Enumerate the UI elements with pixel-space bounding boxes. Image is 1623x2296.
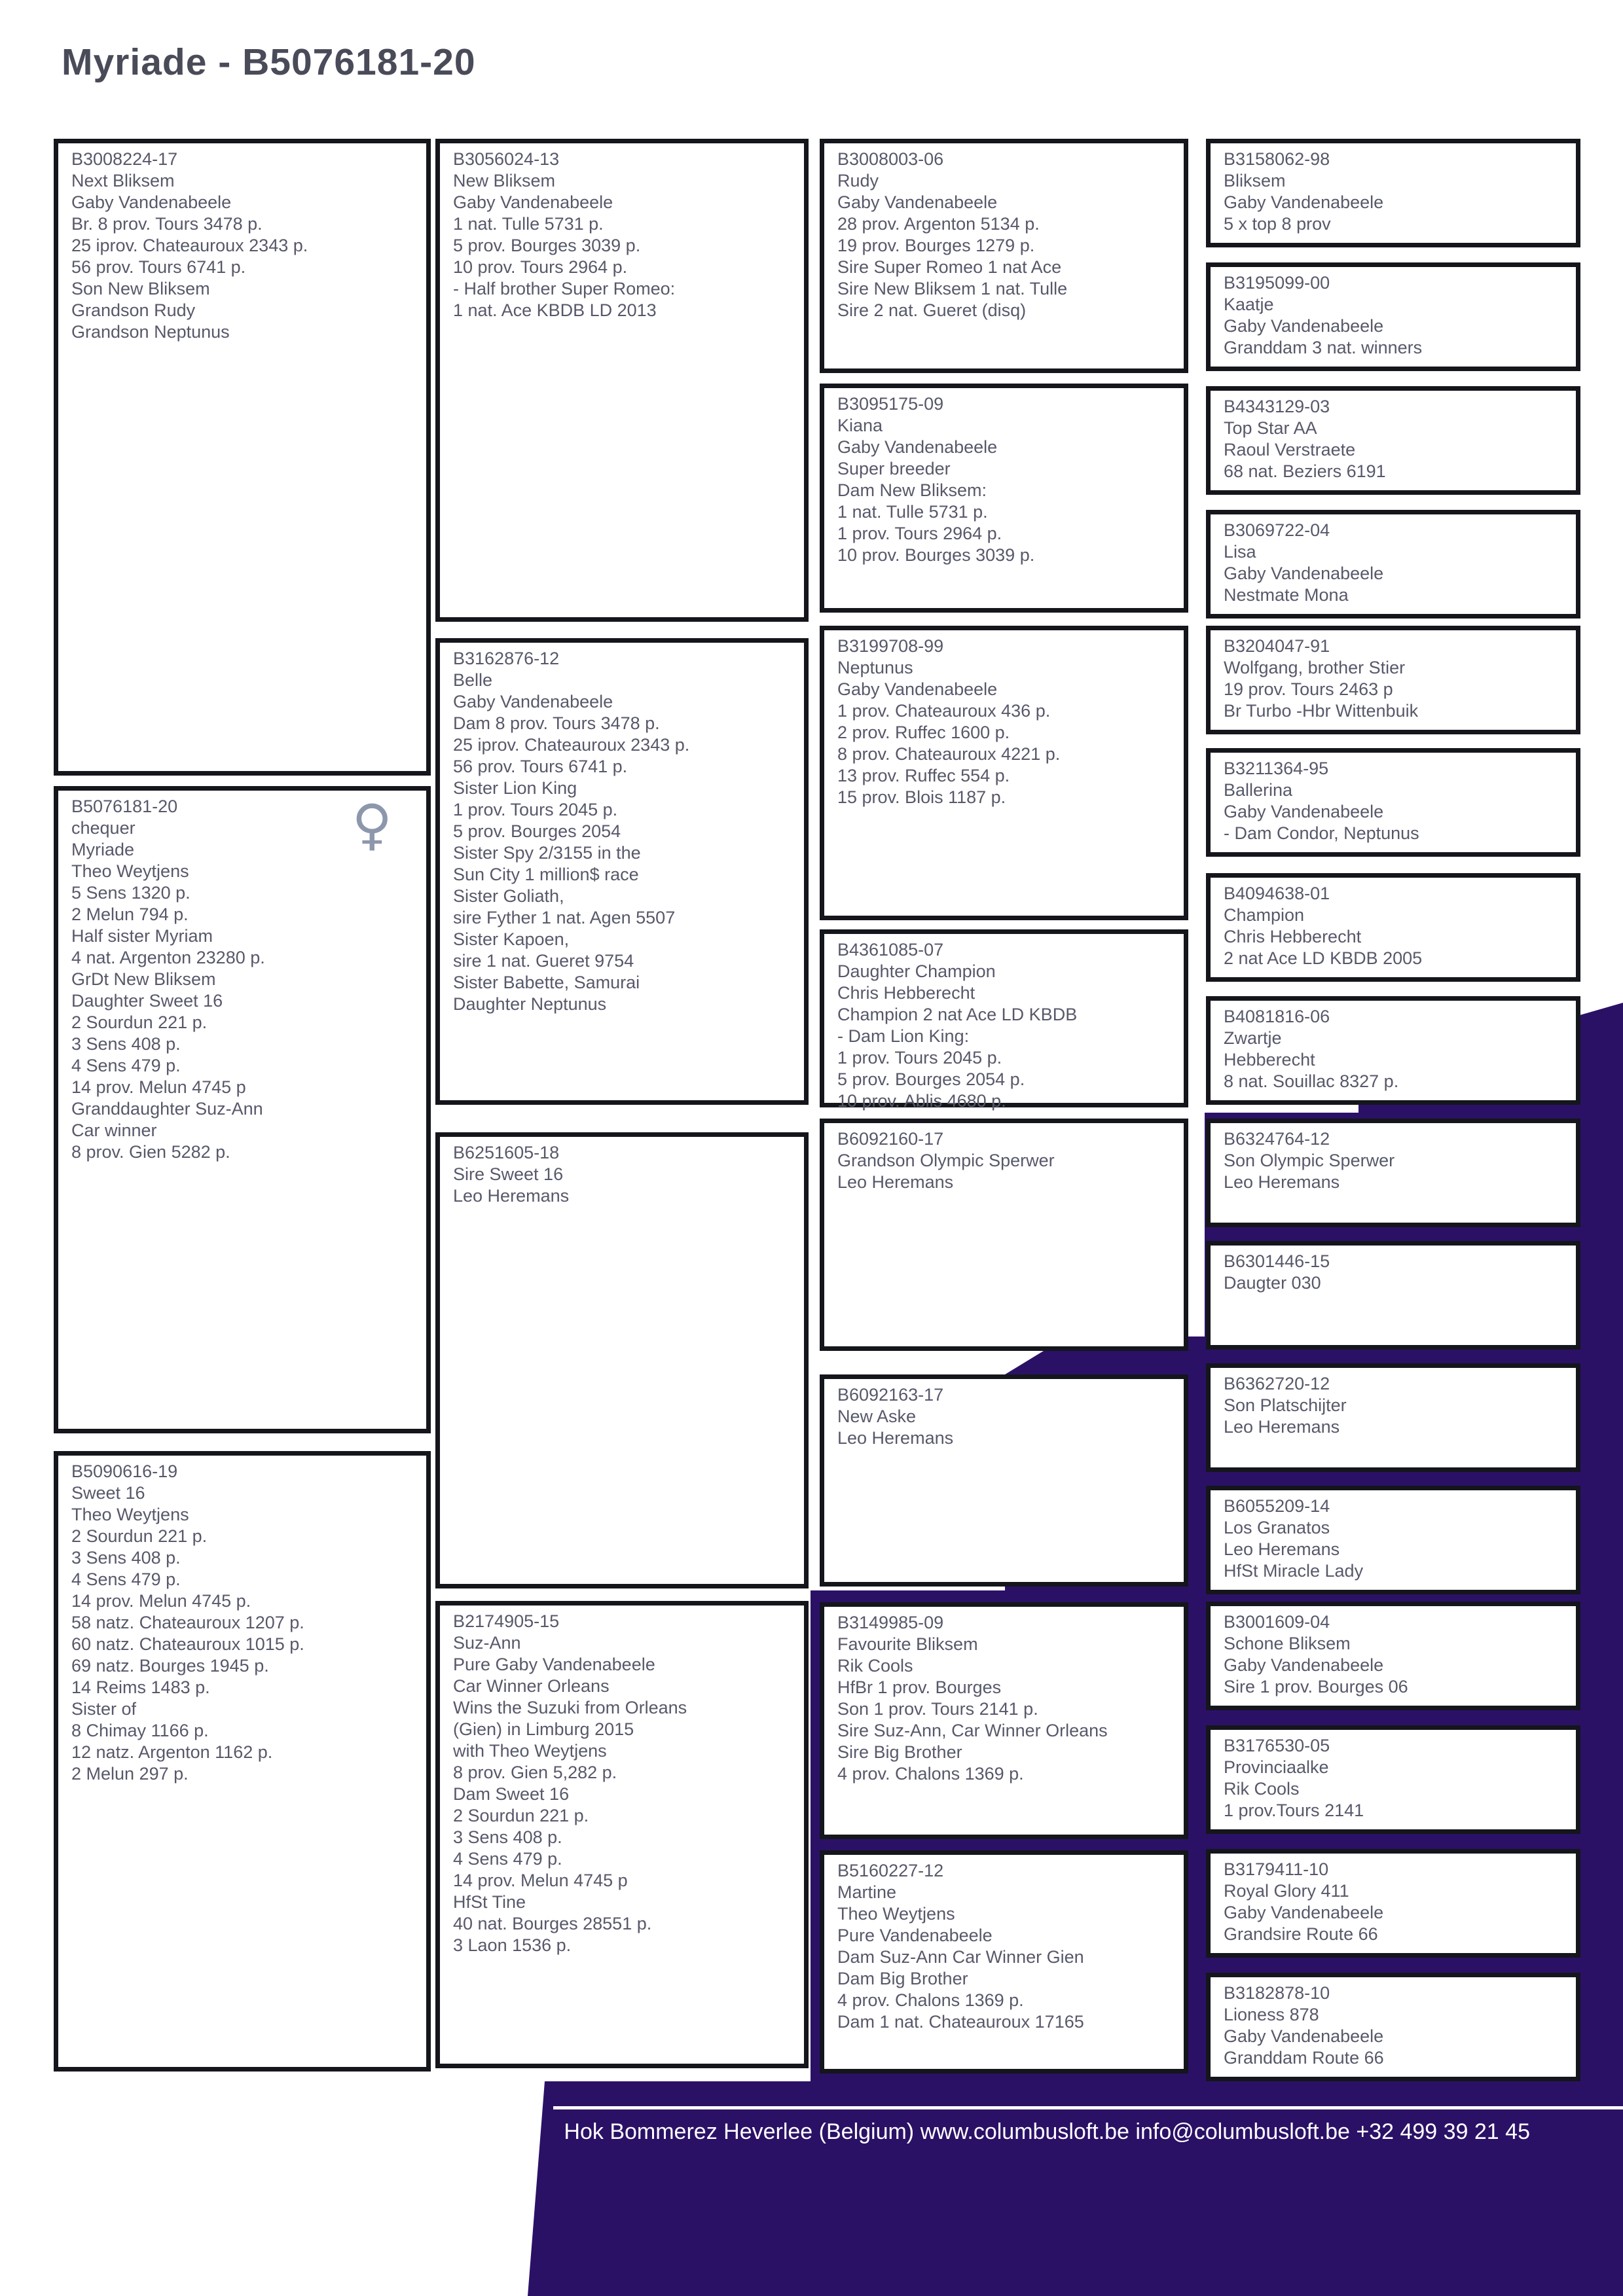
pedigree-line: 2 Sourdun 221 p. [453,1806,589,1825]
footer-website: www.columbusloft.be [920,2119,1129,2144]
pedigree-line: Sire Super Romeo 1 nat Ace [837,257,1062,277]
pedigree-line: 12 natz. Argenton 1162 p. [71,1742,273,1762]
pedigree-box-B3008224-17 [54,139,431,776]
pedigree-line: Theo Weytjens [71,1505,189,1524]
pedigree-line: 4 prov. Chalons 1369 p. [837,1764,1024,1784]
pedigree-line: Granddaughter Suz-Ann [71,1099,263,1119]
pedigree-line: Daugter 030 [1224,1273,1321,1293]
pedigree-line: Gaby Vandenabeele [1224,1903,1384,1922]
pedigree-line: 1 prov. Tours 2045 p. [837,1048,1002,1067]
ring-number: B3095175-09 [837,394,944,414]
pedigree-line: 5 prov. Bourges 2054 [453,821,621,841]
pedigree-line: Car winner [71,1121,157,1140]
ring-number: B4343129-03 [1224,397,1330,416]
pedigree-line: Lisa [1224,542,1256,562]
ring-number: B2174905-15 [453,1611,560,1631]
footer-band [528,2081,1623,2296]
pedigree-line: Sire Big Brother [837,1742,962,1762]
pedigree-box-B6092160-17 [820,1119,1188,1351]
pedigree-line: Pure Gaby Vandenabeele [453,1655,655,1674]
pedigree-line: 58 natz. Chateauroux 1207 p. [71,1613,304,1632]
pedigree-box-B3195099-00 [1206,262,1580,371]
ring-number: B6301446-15 [1224,1251,1330,1271]
pedigree-line: Sister Lion King [453,778,577,798]
pedigree-box-B5160227-12 [820,1850,1188,2073]
pedigree-line: Raoul Verstraete [1224,440,1356,459]
pedigree-line: 2 Sourdun 221 p. [71,1526,208,1546]
pedigree-line: 10 prov. Bourges 3039 p. [837,545,1035,565]
pedigree-line: Gaby Vandenabeele [453,692,613,711]
pedigree-line: Dam Sweet 16 [453,1784,570,1804]
pedigree-line: - Dam Condor, Neptunus [1224,823,1419,843]
pedigree-line: Gaby Vandenabeele [1224,564,1384,583]
ring-number: B5090616-19 [71,1462,178,1481]
pedigree-line: Favourite Bliksem [837,1634,978,1654]
pedigree-line: Hebberecht [1224,1050,1315,1069]
pedigree-line: Sun City 1 million$ race [453,865,639,884]
pedigree-box-B3095175-09 [820,384,1188,613]
pedigree-line: Daughter Champion [837,961,996,981]
pedigree-line: Lioness 878 [1224,2005,1319,2024]
pedigree-line: Dam 1 nat. Chateauroux 17165 [837,2012,1084,2032]
pedigree-box-B6324764-12 [1206,1119,1580,1227]
ring-number: B3179411-10 [1224,1859,1329,1879]
pedigree-box-B3162876-12 [435,638,809,1105]
pedigree-box-B6301446-15 [1206,1241,1580,1350]
pedigree-line: 56 prov. Tours 6741 p. [453,757,628,776]
pedigree-line: Sire 1 prov. Bourges 06 [1224,1677,1408,1696]
pedigree-box-B6362720-12 [1206,1363,1580,1472]
pedigree-box-B6092163-17 [820,1374,1188,1587]
pedigree-line: Wolfgang, brother Stier [1224,658,1406,677]
pedigree-line: 3 Sens 408 p. [453,1827,562,1847]
pedigree-line: Grandson Olympic Sperwer [837,1151,1055,1170]
ring-number: B3008003-06 [837,149,944,169]
pedigree-line: 1 prov. Tours 2964 p. [837,524,1002,543]
pedigree-line: Leo Heremans [837,1172,954,1192]
pedigree-line: Chris Hebberecht [1224,927,1362,946]
pedigree-line: Son Olympic Sperwer [1224,1151,1395,1170]
pedigree-line: Dam Big Brother [837,1969,968,1988]
pedigree-line: Gaby Vandenabeele [71,192,232,212]
pedigree-line: 8 Chimay 1166 p. [71,1721,209,1740]
pedigree-line: 68 nat. Beziers 6191 [1224,461,1386,481]
pedigree-line: 3 Sens 408 p. [71,1034,181,1054]
pedigree-line: Royal Glory 411 [1224,1881,1349,1901]
ring-number: B6362720-12 [1224,1374,1330,1393]
pedigree-line: 2 Melun 794 p. [71,905,189,924]
pedigree-line: Chris Hebberecht [837,983,976,1003]
pedigree-line: Champion [1224,905,1305,925]
pedigree-line: Leo Heremans [1224,1539,1340,1559]
pedigree-line: Leo Heremans [837,1428,954,1448]
pedigree-line: Sire 2 nat. Gueret (disq) [837,300,1027,320]
pedigree-line: Grandsire Route 66 [1224,1924,1378,1944]
pedigree-line: Next Bliksem [71,171,175,190]
pedigree-line: Sister Spy 2/3155 in the [453,843,641,863]
pedigree-line: 4 Sens 479 p. [453,1849,562,1869]
pedigree-line: HfSt Tine [453,1892,526,1912]
pedigree-line: Pure Vandenabeele [837,1926,993,1945]
ring-number: B3176530-05 [1224,1736,1330,1755]
pedigree-line: Grandson Neptunus [71,322,230,342]
pedigree-line: 4 Sens 479 p. [71,1056,181,1075]
pedigree-line: New Bliksem [453,171,556,190]
pedigree-line: 2 Sourdun 221 p. [71,1013,208,1032]
pedigree-box-B3069722-04 [1206,510,1580,619]
ring-number: B5076181-20 [71,797,178,816]
pedigree-box-B3001609-04 [1206,1602,1580,1710]
pedigree-box-B3149985-09 [820,1602,1188,1839]
footer-loft-name: Hok Bommerez [564,2119,718,2144]
pedigree-line: Rik Cools [1224,1779,1300,1799]
pedigree-line: Car Winner Orleans [453,1676,610,1696]
footer-email: info@columbusloft.be [1135,2119,1350,2144]
pedigree-line: 8 prov. Chateauroux 4221 p. [837,744,1061,764]
pedigree-line: Gaby Vandenabeele [837,437,998,457]
pedigree-line: Kaatje [1224,295,1274,314]
pedigree-line: 1 prov.Tours 2141 [1224,1801,1364,1820]
pedigree-line: Leo Heremans [1224,1417,1340,1437]
pedigree-line: Ballerina [1224,780,1293,800]
pedigree-line: (Gien) in Limburg 2015 [453,1719,634,1739]
pedigree-line: chequer [71,818,136,838]
pedigree-line: Dam 8 prov. Tours 3478 p. [453,713,660,733]
footer-location: Heverlee (Belgium) [723,2119,915,2144]
ring-number: B3056024-13 [453,149,560,169]
pedigree-line: 1 nat. Tulle 5731 p. [453,214,604,234]
pedigree-line: 19 prov. Bourges 1279 p. [837,236,1035,255]
pedigree-box-B3182878-10 [1206,1973,1580,2081]
pedigree-line: Son New Bliksem [71,279,210,298]
ring-number: B6092163-17 [837,1385,944,1405]
ring-number: B6092160-17 [837,1129,944,1149]
pedigree-line: Son Platschijter [1224,1395,1347,1415]
pedigree-line: 5 x top 8 prov [1224,214,1331,234]
pedigree-line: 10 prov. Ablis 4680 p. [837,1091,1006,1111]
female-symbol-icon: ♀ [352,793,392,857]
ring-number: B3069722-04 [1224,520,1330,540]
pedigree-line: Daughter Sweet 16 [71,991,223,1011]
pedigree-box-B3179411-10 [1206,1849,1580,1958]
pedigree-line: 1 prov. Chateauroux 436 p. [837,701,1051,721]
ring-number: B5160227-12 [837,1861,944,1880]
pedigree-line: 19 prov. Tours 2463 p [1224,679,1393,699]
pedigree-line: 2 nat Ace LD KBDB 2005 [1224,948,1423,968]
ring-number: B3204047-91 [1224,636,1330,656]
pedigree-line: Kiana [837,416,883,435]
ring-number: B6055209-14 [1224,1496,1330,1516]
pedigree-line: 5 prov. Bourges 2054 p. [837,1069,1025,1089]
pedigree-line: Sister Kapoen, [453,929,570,949]
pedigree-line: Half sister Myriam [71,926,213,946]
pedigree-line: Rudy [837,171,879,190]
pedigree-line: Sire Sweet 16 [453,1164,564,1184]
pedigree-line: Myriade [71,840,135,859]
pedigree-line: 8 prov. Gien 5282 p. [71,1142,230,1162]
pedigree-line: 8 nat. Souillac 8327 p. [1224,1071,1399,1091]
pedigree-line: Gaby Vandenabeele [453,192,613,212]
pedigree-line: 14 prov. Melun 4745 p. [71,1591,251,1611]
pedigree-line: GrDt New Bliksem [71,969,216,989]
pedigree-line: 13 prov. Ruffec 554 p. [837,766,1010,785]
pedigree-line: 8 prov. Gien 5,282 p. [453,1763,617,1782]
pedigree-line: Suz-Ann [453,1633,521,1653]
footer-rule [553,2106,1623,2109]
pedigree-line: Sire New Bliksem 1 nat. Tulle [837,279,1068,298]
pedigree-line: Gaby Vandenabeele [837,192,998,212]
pedigree-line: Zwartje [1224,1028,1282,1048]
pedigree-box-B4361085-07 [820,929,1188,1111]
pedigree-line: Granddam Route 66 [1224,2048,1384,2068]
ring-number: B3001609-04 [1224,1612,1330,1632]
footer-contact [564,2118,1530,2145]
pedigree-line: Theo Weytjens [837,1904,955,1924]
pedigree-line: Leo Heremans [453,1186,570,1206]
pedigree-line: 14 prov. Melun 4745 p [453,1871,628,1890]
pedigree-line: 1 nat. Tulle 5731 p. [837,502,988,522]
pedigree-box-B3199708-99 [820,626,1188,920]
pedigree-line: with Theo Weytjens [453,1741,607,1761]
pedigree-line: Nestmate Mona [1224,585,1349,605]
pedigree-box-B6055209-14 [1206,1486,1580,1594]
pedigree-line: Grandson Rudy [71,300,196,320]
ring-number: B3195099-00 [1224,273,1330,293]
pedigree-line: New Aske [837,1407,917,1426]
pedigree-box-B3158062-98 [1206,139,1580,247]
ring-number: B3211364-95 [1224,759,1329,778]
pedigree-line: 3 Sens 408 p. [71,1548,181,1568]
pedigree-box-B4343129-03 [1206,386,1580,495]
ring-number: B3158062-98 [1224,149,1330,169]
pedigree-line: Gaby Vandenabeele [1224,802,1384,821]
pedigree-line: 4 Sens 479 p. [71,1570,181,1589]
pedigree-line: Top Star AA [1224,418,1317,438]
pedigree-box-B3211364-95 [1206,748,1580,857]
ring-number: B3149985-09 [837,1613,944,1632]
pedigree-line: Super breeder [837,459,951,478]
pedigree-line: Leo Heremans [1224,1172,1340,1192]
pedigree-line: Provinciaalke [1224,1757,1329,1777]
pedigree-line: 1 prov. Tours 2045 p. [453,800,618,819]
pedigree-line: Gaby Vandenabeele [1224,2026,1384,2046]
pedigree-line: 10 prov. Tours 2964 p. [453,257,628,277]
pedigree-line: Bliksem [1224,171,1286,190]
pedigree-line: Dam Suz-Ann Car Winner Gien [837,1947,1084,1967]
pedigree-line: HfBr 1 prov. Bourges [837,1677,1002,1697]
pedigree-line: 2 Melun 297 p. [71,1764,189,1784]
ring-number: B4361085-07 [837,940,944,960]
pedigree-line: Granddam 3 nat. winners [1224,338,1423,357]
pedigree-line: Wins the Suzuki from Orleans [453,1698,687,1717]
pedigree-line: Gaby Vandenabeele [1224,192,1384,212]
pedigree-line: 40 nat. Bourges 28551 p. [453,1914,652,1933]
pedigree-line: 60 natz. Chateauroux 1015 p. [71,1634,304,1654]
pedigree-line: 25 iprov. Chateauroux 2343 p. [453,735,690,755]
pedigree-line: 28 prov. Argenton 5134 p. [837,214,1040,234]
pedigree-line: HfSt Miracle Lady [1224,1561,1364,1581]
pedigree-line: sire 1 nat. Gueret 9754 [453,951,634,971]
pedigree-line: Br Turbo -Hbr Wittenbuik [1224,701,1419,721]
pedigree-box-B2174905-15 [435,1601,809,2068]
pedigree-box-B4094638-01 [1206,873,1580,982]
pedigree-line: Martine [837,1882,897,1902]
footer-phone: +32 499 39 21 45 [1356,2119,1530,2144]
pedigree-box-B3056024-13 [435,139,809,622]
pedigree-box-B5090616-19 [54,1451,431,2072]
pedigree-line: 69 natz. Bourges 1945 p. [71,1656,269,1676]
pedigree-line: Gaby Vandenabeele [1224,1655,1384,1675]
pedigree-line: Gaby Vandenabeele [1224,316,1384,336]
pedigree-line: Sister Babette, Samurai [453,973,640,992]
pedigree-line: Belle [453,670,493,690]
pedigree-line: Sister of [71,1699,137,1719]
pedigree-line: Dam New Bliksem: [837,480,987,500]
ring-number: B3199708-99 [837,636,944,656]
pedigree-line: Schone Bliksem [1224,1634,1351,1653]
pedigree-line: Champion 2 nat Ace LD KBDB [837,1005,1078,1024]
ring-number: B6251605-18 [453,1143,560,1162]
pedigree-line: Neptunus [837,658,913,677]
pedigree-line: 4 nat. Argenton 23280 p. [71,948,265,967]
pedigree-line: 56 prov. Tours 6741 p. [71,257,246,277]
pedigree-box-B3176530-05 [1206,1725,1580,1834]
pedigree-line: 5 prov. Bourges 3039 p. [453,236,641,255]
pedigree-line: Daughter Neptunus [453,994,607,1014]
pedigree-box-B3008003-06 [820,139,1188,373]
page-title: Myriade - B5076181-20 [62,41,476,83]
pedigree-box-B4081816-06 [1206,996,1580,1105]
pedigree-box-B5076181-20 [54,786,431,1433]
ring-number: B3182878-10 [1224,1983,1330,2003]
pedigree-line: Sweet 16 [71,1483,145,1503]
pedigree-line: - Half brother Super Romeo: [453,279,676,298]
pedigree-line: 14 prov. Melun 4745 p [71,1077,246,1097]
pedigree-line: Sister Goliath, [453,886,564,906]
pedigree-line: Gaby Vandenabeele [837,679,998,699]
pedigree-line: Sire Suz-Ann, Car Winner Orleans [837,1721,1108,1740]
pedigree-line: 2 prov. Ruffec 1600 p. [837,723,1010,742]
ring-number: B4094638-01 [1224,884,1330,903]
pedigree-line: 5 Sens 1320 p. [71,883,191,903]
pedigree-line: Los Granatos [1224,1518,1330,1537]
pedigree-line: 25 iprov. Chateauroux 2343 p. [71,236,308,255]
pedigree-line: Theo Weytjens [71,861,189,881]
pedigree-box-B3204047-91 [1206,626,1580,734]
pedigree-line: - Dam Lion King: [837,1026,970,1046]
pedigree-line: 3 Laon 1536 p. [453,1935,572,1955]
pedigree-line: Son 1 prov. Tours 2141 p. [837,1699,1038,1719]
ring-number: B4081816-06 [1224,1007,1330,1026]
ring-number: B3008224-17 [71,149,178,169]
pedigree-line: Br. 8 prov. Tours 3478 p. [71,214,263,234]
pedigree-line: Rik Cools [837,1656,913,1676]
pedigree-line: 15 prov. Blois 1187 p. [837,787,1006,807]
ring-number: B3162876-12 [453,649,560,668]
pedigree-box-B6251605-18 [435,1132,809,1588]
ring-number: B6324764-12 [1224,1129,1330,1149]
pedigree-line: 14 Reims 1483 p. [71,1677,210,1697]
pedigree-line: 4 prov. Chalons 1369 p. [837,1990,1024,2010]
pedigree-line: 1 nat. Ace KBDB LD 2013 [453,300,657,320]
pedigree-line: sire Fyther 1 nat. Agen 5507 [453,908,676,927]
